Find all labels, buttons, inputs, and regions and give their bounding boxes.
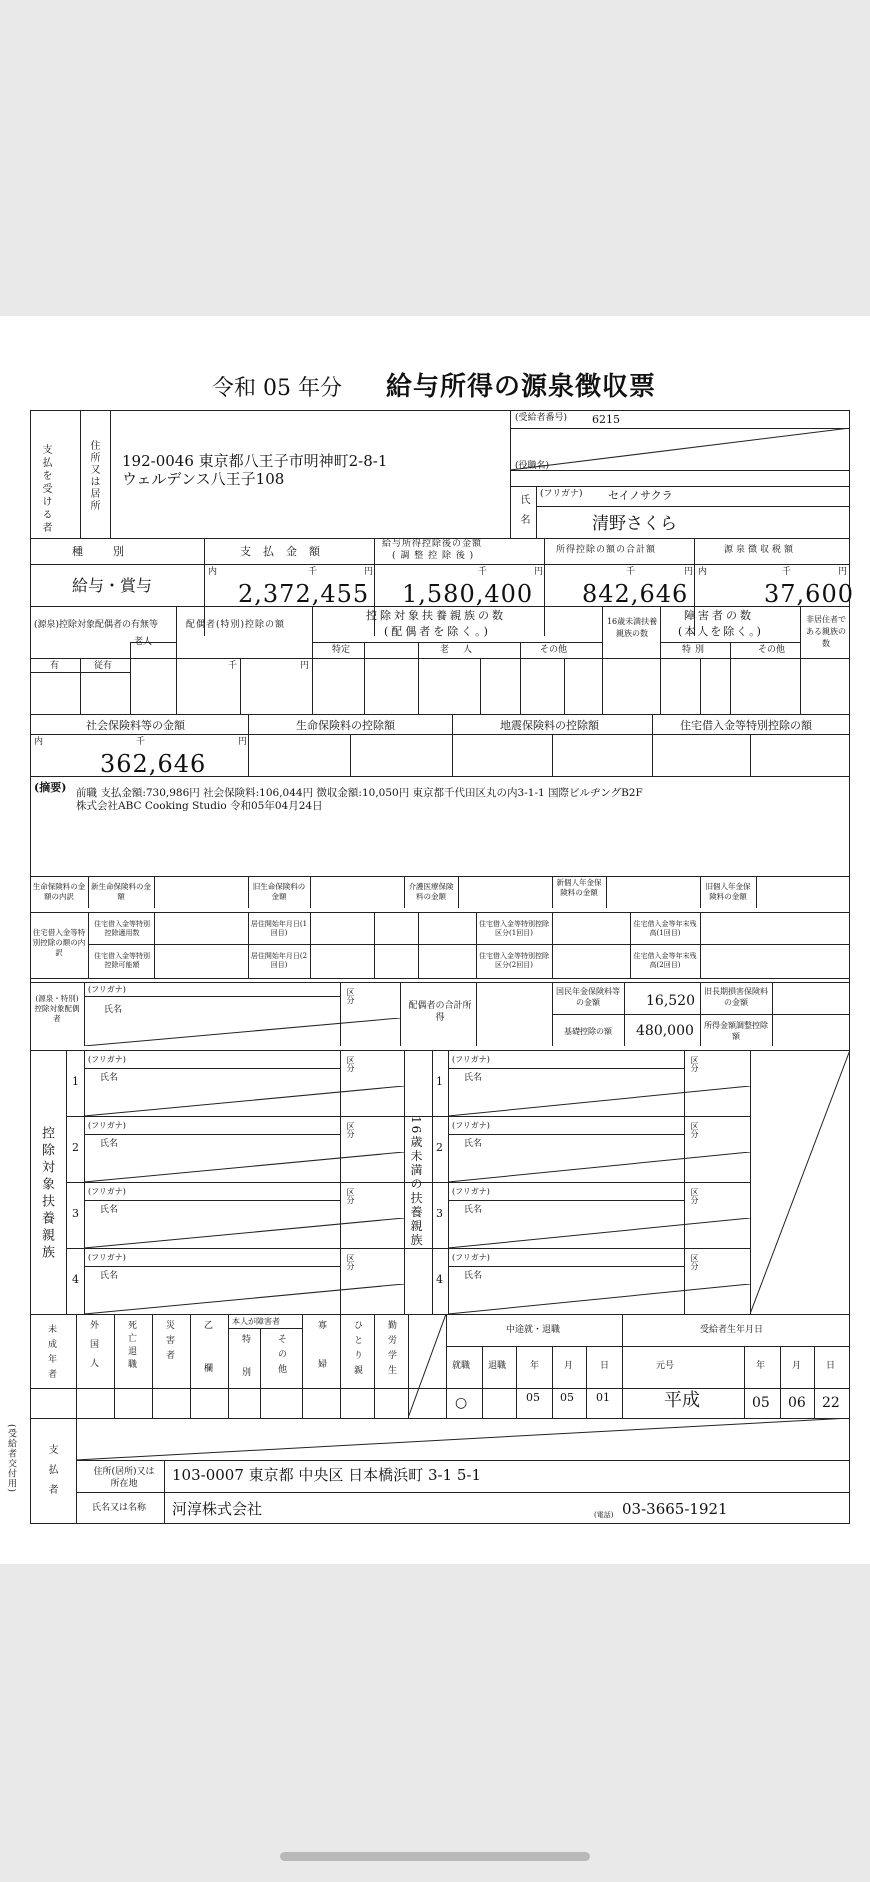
class1-label: 住宅借入金等特別控除区分(1回目) <box>479 920 549 937</box>
payer-cross-line <box>76 1418 850 1460</box>
housing-loan-header: 住宅借入金等特別控除の額 <box>680 719 812 732</box>
nonresident-header: 非居住者である親族の数 <box>806 615 846 648</box>
old-pension-label: 旧個人年金保険料の金額 <box>705 882 751 901</box>
flag-widow: 寡婦 <box>316 1320 326 1398</box>
yen-mark: 円 <box>684 567 694 577</box>
payer-side-label: 支払者 <box>46 1444 57 1504</box>
total-deduction-amount: 842,646 <box>582 580 689 608</box>
payment-header: 支払金額 <box>240 545 332 558</box>
address-label: 住所又は居所 <box>88 440 99 512</box>
special-disabled-label: 特別 <box>682 645 709 655</box>
u16-furigana-label: (フリガナ) <box>452 1121 490 1130</box>
birth-col-year: 年 <box>756 1361 766 1371</box>
copy-type-label: (受給者交付用) <box>6 1424 16 1494</box>
spouse-box-label: (源泉・特別)控除対象配偶者 <box>34 994 80 1023</box>
spouse-presence-header: (源泉)控除対象配偶者の有無等 <box>34 620 159 630</box>
withholding-header: 源泉徴収税額 <box>724 545 797 555</box>
birth-era-value: 平成 <box>664 1390 700 1411</box>
disabled-sub: (本人を除く。) <box>678 625 763 638</box>
recipient-address-line1: 192-0046 東京都八王子市明神町2-8-1 <box>122 452 388 470</box>
dep-row-cross-line <box>84 1152 404 1182</box>
dep-furigana-label: (フリガナ) <box>88 1055 126 1064</box>
payer-address: 103-0007 東京都 中央区 日本橋浜町 3-1 5-1 <box>172 1466 482 1484</box>
dep-kubun-label: 区分 <box>346 1254 355 1270</box>
elder-label: 老人 <box>134 637 153 647</box>
u16-row-cross-line <box>448 1284 750 1314</box>
summary-line1: 前職 支払金額:730,986円 社会保険料:106,044円 徴収金額:10,050円 東京都千代田区丸の内3-1-1 国際ビルヂングB2F <box>76 787 643 799</box>
recipient-no: 6215 <box>592 413 620 426</box>
dep-row-cross-line <box>84 1218 404 1248</box>
specific-label: 特定 <box>332 645 351 655</box>
national-pension-value: 16,520 <box>646 993 695 1009</box>
flag-otsu: 乙欄 <box>202 1320 212 1406</box>
dep-kubun-label: 区分 <box>346 1122 355 1138</box>
recipient-no-label: (受給者番号) <box>515 413 568 423</box>
care-label: 介護医療保険料の金額 <box>408 882 454 901</box>
dep-furigana-label: (フリガナ) <box>88 1121 126 1130</box>
u16-furigana-label: (フリガナ) <box>452 1253 490 1262</box>
old-life-label: 旧生命保険料の金額 <box>252 882 306 901</box>
u16-row-cross-line <box>448 1218 750 1248</box>
have-sub-label: 従有 <box>94 661 113 671</box>
social-insurance-amount: 362,646 <box>100 750 207 778</box>
dep-name-label: 氏名 <box>100 1073 119 1083</box>
birth-header: 受給者生年月日 <box>700 1325 764 1335</box>
dep-name-label: 氏名 <box>100 1139 119 1149</box>
u16-kubun-label: 区分 <box>690 1254 699 1270</box>
elder-dep-label: 老人 <box>440 645 487 655</box>
life-breakdown-label: 生命保険料の金額の内訳 <box>32 882 86 901</box>
type-header: 種別 <box>72 545 154 558</box>
old-long-term-label: 旧長期損害保険料の金額 <box>704 987 768 1007</box>
payer-tel: 03-3665-1921 <box>622 1500 728 1518</box>
inner-mark: 内 <box>208 567 218 577</box>
payment-amount: 2,372,455 <box>238 580 370 608</box>
yen-mark: 円 <box>534 567 544 577</box>
earthquake-insurance-header: 地震保険料の控除額 <box>500 719 599 732</box>
have-label: 有 <box>50 661 60 671</box>
job-change-header: 中途就・退職 <box>506 1325 561 1335</box>
disabled-header: 障害者の数 <box>684 609 754 622</box>
summary-line2: 株式会社ABC Cooking Studio 令和05年04月24日 <box>76 800 323 812</box>
flag-disabled-header: 本人が障害者 <box>232 1317 280 1326</box>
furigana-value: セイノサクラ <box>608 489 673 502</box>
thousand-mark: 千 <box>136 737 146 747</box>
home-indicator[interactable] <box>280 1852 590 1861</box>
jc-col-retire: 退職 <box>488 1361 507 1371</box>
thousand-mark: 千 <box>228 661 238 671</box>
flag-minor: 未成年者 <box>46 1324 56 1384</box>
furigana-label: (フリガナ) <box>540 489 583 499</box>
jc-year-value: 05 <box>526 1391 540 1404</box>
after-deduction-header: 給与所得控除後の金額 <box>382 539 483 549</box>
flag-foreigner: 外国人 <box>88 1320 98 1377</box>
flag-student: 勤労学生 <box>386 1320 396 1380</box>
new-life-label: 新生命保険料の金額 <box>91 882 151 901</box>
class2-label: 住宅借入金等特別控除区分(2回目) <box>479 952 549 969</box>
other-disabled-label: その他 <box>758 645 786 655</box>
life-insurance-header: 生命保険料の控除額 <box>296 719 395 732</box>
recipient-side-label: 支払を受ける者 <box>40 444 51 535</box>
position-label: (役職名) <box>515 461 550 471</box>
u16-row-cross-line <box>448 1086 750 1116</box>
dep-row-cross-line <box>84 1086 404 1116</box>
withholding-amount: 37,600 <box>764 580 854 608</box>
yen-mark: 円 <box>364 567 374 577</box>
flag-special: 特別 <box>240 1334 250 1400</box>
dependent-row-number: 4 <box>72 1273 79 1286</box>
basic-deduction-value: 480,000 <box>636 1023 694 1039</box>
under16-header: 16歳未満扶養親族の数 <box>606 617 658 638</box>
income-adjust-label: 所得金額調整控除額 <box>704 1021 768 1041</box>
spouse-name-label: 氏名 <box>104 1005 123 1015</box>
dependent-count-sub: (配偶者を除く。) <box>384 625 491 638</box>
birth-day-value: 22 <box>822 1395 840 1411</box>
after-deduction-sub: ( 調 整 控 除 後 ) <box>392 551 475 561</box>
total-deduction-header: 所得控除の額の合計額 <box>556 545 657 555</box>
recipient-name: 清野さくら <box>592 514 677 534</box>
jc-employ-mark: ○ <box>455 1395 468 1411</box>
jc-col-employ: 就職 <box>452 1361 471 1371</box>
u16-kubun-label: 区分 <box>690 1188 699 1204</box>
birth-month-value: 06 <box>788 1395 806 1411</box>
flag-death-retire: 死亡退職 <box>126 1320 136 1372</box>
jc-col-day: 日 <box>600 1361 610 1371</box>
start-date2-label: 居住開始年月日(2回目) <box>250 952 308 969</box>
thousand-mark: 千 <box>308 567 318 577</box>
basic-deduction-label: 基礎控除の額 <box>564 1027 612 1036</box>
jc-col-year: 年 <box>530 1361 540 1371</box>
after-deduction-amount: 1,580,400 <box>402 580 534 608</box>
u16-name-label: 氏名 <box>464 1073 483 1083</box>
u16-row-cross-line <box>448 1152 750 1182</box>
birth-col-month: 月 <box>792 1361 802 1371</box>
dependent-row-number: 2 <box>72 1141 79 1154</box>
dep-furigana-label: (フリガナ) <box>88 1253 126 1262</box>
payment-type: 給与・賞与 <box>72 576 153 595</box>
spouse-deduction-header: 配偶者(特別)控除の額 <box>186 620 286 630</box>
u16-name-label: 氏名 <box>464 1205 483 1215</box>
document-page <box>0 316 870 1564</box>
jc-month-value: 05 <box>560 1391 574 1404</box>
page-title: 給与所得の源泉徴収票 <box>386 372 657 402</box>
yen-mark: 円 <box>238 737 248 747</box>
u16-name-label: 氏名 <box>464 1271 483 1281</box>
u16-kubun-label: 区分 <box>690 1056 699 1072</box>
balance2-label: 住宅借入金等年末残高(2回目) <box>633 952 697 969</box>
dependent-row-number: 1 <box>72 1075 79 1088</box>
social-insurance-header: 社会保険料等の金額 <box>86 719 185 732</box>
inner-mark: 内 <box>698 567 708 577</box>
dep-name-label: 氏名 <box>100 1271 119 1281</box>
under16-row-number: 1 <box>436 1075 443 1088</box>
dependents-left-label: 控除対象扶養親族 <box>39 1126 54 1262</box>
flag-disaster: 災害者 <box>164 1320 174 1365</box>
new-pension-label: 新個人年金保険料の金額 <box>556 878 602 897</box>
flags-cross-line <box>408 1314 446 1418</box>
birth-col-day: 日 <box>826 1361 836 1371</box>
dep-kubun-label: 区分 <box>346 1188 355 1204</box>
under16-row-number: 2 <box>436 1141 443 1154</box>
thousand-mark: 千 <box>626 567 636 577</box>
start-date1-label: 居住開始年月日(1回目) <box>250 920 308 937</box>
jc-col-month: 月 <box>564 1361 574 1371</box>
other-dep-label: その他 <box>540 645 568 655</box>
dep-furigana-label: (フリガナ) <box>88 1187 126 1196</box>
dep-row-cross-line <box>84 1284 404 1314</box>
dependents-cross-line <box>750 1050 850 1314</box>
dependent-count-header: 控除対象扶養親族の数 <box>366 609 506 622</box>
housing-applicable-label: 住宅借入金等特別控除適用数 <box>94 920 150 937</box>
cross-out-line <box>510 428 850 470</box>
spouse-cross-line <box>84 1018 400 1046</box>
thousand-mark: 千 <box>782 567 792 577</box>
yen-mark: 円 <box>300 661 310 671</box>
thousand-mark: 千 <box>478 567 488 577</box>
yen-mark: 円 <box>838 567 848 577</box>
payer-name-label: 氏名又は名称 <box>92 1503 147 1513</box>
spouse-income-label: 配偶者の合計所得 <box>408 1001 472 1023</box>
inner-mark: 内 <box>34 737 44 747</box>
spouse-kubun-label: 区分 <box>346 988 355 1004</box>
tel-label: (電話) <box>594 1511 614 1519</box>
dependents-right-label: 16歳未満の扶養親族 <box>409 1116 423 1248</box>
era-year: 令和 05 年分 <box>212 376 342 401</box>
jc-day-value: 01 <box>596 1391 610 1404</box>
payer-name: 河淳株式会社 <box>172 1500 263 1518</box>
dep-kubun-label: 区分 <box>346 1056 355 1072</box>
u16-furigana-label: (フリガナ) <box>452 1055 490 1064</box>
flag-other: その他 <box>276 1334 286 1379</box>
summary-label: (摘要) <box>34 781 67 794</box>
balance1-label: 住宅借入金等年末残高(1回目) <box>633 920 697 937</box>
dependent-row-number: 3 <box>72 1207 79 1220</box>
flag-single-parent: ひとり親 <box>352 1320 362 1380</box>
name-label: 氏名 <box>518 494 529 534</box>
under16-row-number: 4 <box>436 1273 443 1286</box>
birth-col-era: 元号 <box>656 1361 675 1371</box>
dep-name-label: 氏名 <box>100 1205 119 1215</box>
u16-furigana-label: (フリガナ) <box>452 1187 490 1196</box>
recipient-address-line2: ウェルデンス八王子108 <box>122 470 285 488</box>
u16-name-label: 氏名 <box>464 1139 483 1149</box>
birth-year-value: 05 <box>752 1395 770 1411</box>
under16-row-number: 3 <box>436 1207 443 1220</box>
payer-address-label: 住所(居所)又は所在地 <box>93 1467 155 1489</box>
national-pension-label: 国民年金保険料等の金額 <box>556 987 620 1007</box>
spouse-furigana-label: (フリガナ) <box>88 985 126 994</box>
u16-kubun-label: 区分 <box>690 1122 699 1138</box>
housing-possible-label: 住宅借入金等特別控除可能額 <box>94 952 150 969</box>
housing-breakdown-label: 住宅借入金等特別控除の額の内訳 <box>32 928 86 957</box>
